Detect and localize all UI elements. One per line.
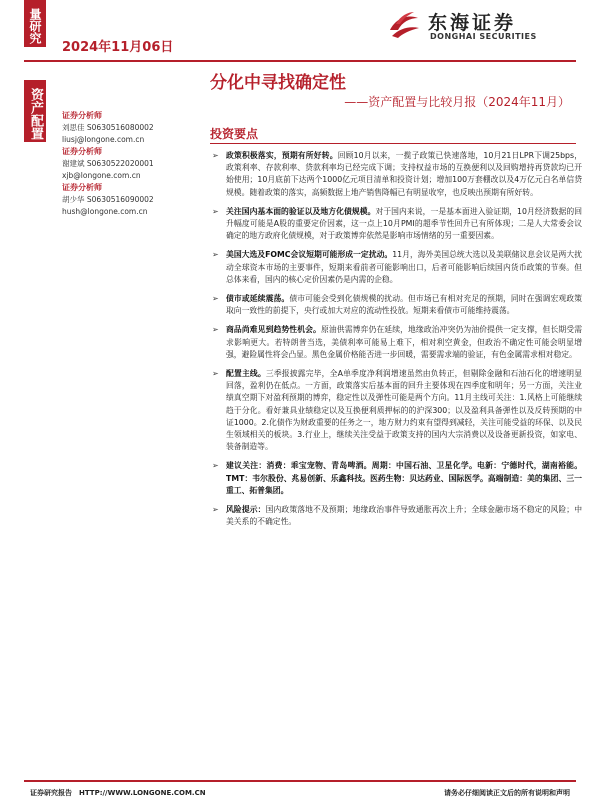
arrow-bullet-icon: ➢ [212, 369, 219, 379]
key-point-item [210, 324, 582, 361]
analyst-email[interactable]: liusj@longone.com.cn [62, 135, 145, 144]
key-point-item [210, 504, 582, 528]
key-point-item [210, 249, 582, 286]
analyst-entry [62, 146, 202, 182]
key-point-item [210, 368, 582, 453]
key-point-text: 国内政策落地不及预期；地缘政治事件导致通胀再次上升；全球金融市场不稳定的风险；中美关系的不确定性。 [226, 505, 583, 527]
report-subtitle: ——资产配置与比较月报（2024年11月） [344, 95, 570, 109]
report-date: 2024年11月06日 [62, 40, 174, 55]
key-point-lead: 商品尚难见到趋势性机会。 [226, 325, 321, 335]
key-point-lead: 关注国内基本面的验证以及地方化债规模。 [226, 206, 376, 216]
key-point-text: 原油供需博弈仍在延续，地缘政治冲突仍为油价提供一定支撑，但长期受需求影响更大。若特朗普当选，美债利率可能易上难下，相对利空黄金，但政治不确定性可能会明显增强，避险属性将会凸显。黑色金属价格能否进一步回暖，需要需求端的验证，有色金属需求相对稳定。 [226, 325, 583, 359]
arrow-bullet-icon: ➢ [212, 505, 219, 515]
analyst-role: 证券分析师 [62, 183, 102, 192]
analyst-email[interactable]: xjb@longone.com.cn [62, 171, 141, 180]
donghai-logo-icon [386, 8, 422, 44]
key-point-text: 对于国内来说，一是基本面进入验证期，10月经济数据的回升幅度可能是A股的重要定价因素，这一点上10月PMI的超季节性回升已有所体现；二是人大常委会议确定的地方政府化债规模，对于政策博弈依然是影响市场情绪的另一重要因素。 [226, 206, 583, 241]
report-title: 分化中寻找确定性 [210, 73, 346, 93]
analyst-email[interactable]: hush@longone.com.cn [62, 207, 148, 216]
analyst-role: 证券分析师 [62, 147, 102, 156]
footer-disclaimer: 请务必仔细阅读正文后的所有说明和声明 [444, 789, 570, 797]
arrow-bullet-icon: ➢ [212, 325, 219, 335]
key-point-item [210, 206, 582, 243]
key-point-lead: 政策积极落实，预期有所好转。 [226, 151, 338, 160]
arrow-bullet-icon: ➢ [212, 206, 219, 216]
logo-chinese-name: 东海证券 [428, 12, 517, 34]
analyst-role: 证券分析师 [62, 111, 102, 120]
key-points-list [210, 150, 582, 535]
key-point-text: 三季报披露完毕，全A单季度净利润增速虽然由负转正，但剔除金融和石油石化的增速明显回落，盈利仍在低点。一方面，政策落实后基本面的回升主要体现在四季度和明年；另一方面，关注业绩真空期下对盈利预期的博弈，稳定性以及弹性可能是两个方向。11月主线可关注：1.风格上可能继续趋于分化。看好兼具业绩稳定以及互换便利质押标的的沪深300；以及盈利具备弹性以及反转预期的中证1000。2.化债作为财政重要的任务之一，地方财力约束有望得到减轻，关注可能受益的环保、以及民生领域相关的板块。3.行业上，继续关注受益于政策支持的国内大宗消费以及设备更新投资，如家电、装备制造等。 [226, 369, 582, 452]
key-point-item [210, 460, 582, 497]
key-point-text: 债市可能会受到化债规模的扰动。但市场已有相对充足的预期，同时在强调宏观政策取向一致性的前提下，央行或加大对应的流动性投放。短期来看债市可能维持震荡。 [226, 294, 582, 316]
arrow-bullet-icon: ➢ [212, 461, 219, 471]
company-logo [386, 8, 576, 44]
key-point-lead: 建议关注： [226, 461, 267, 471]
analyst-entry [62, 182, 202, 218]
side-tab-asset-allocation: 资产配置 [24, 80, 46, 142]
analyst-name-id: 谢建斌 S0630522020001 [62, 159, 154, 168]
section-divider [210, 143, 576, 144]
logo-english-name: DONGHAI SECURITIES [430, 32, 537, 41]
key-point-item [210, 293, 582, 317]
footer-divider [24, 780, 576, 782]
key-point-lead: 配置主线。 [226, 369, 266, 379]
side-tab-research: 量研究 [24, 0, 46, 47]
key-point-lead: 债市或延续震荡。 [226, 294, 290, 304]
analyst-entry [62, 110, 202, 146]
key-point-text: 回顾10月以来，一揽子政策已快速落地，10月21日LPR下调25bps，政策利率、存款利率、贷款利率均已经完成下调；支持权益市场的互换便利以及回购增持再贷款均已开始使用；10月底前下达两个1000亿元项目清单和投资计划；增加100万套棚改以及4万亿元白名单信贷规模。随着政策的落实，高频数据上地产销售降幅已有明显收窄，也反映出预期有所好转。 [226, 151, 583, 197]
key-point-text: 消费：乖宝宠物、青岛啤酒。周期：中国石油、卫星化学。电新：宁德时代，湖南裕能。TMT：韦尔股份、兆易创新、乐鑫科技。医药生物：贝达药业、国际医学。高端制造：美的集团、三一重工、拓普集团。 [226, 461, 583, 495]
key-point-text: 11月，海外美国总统大选以及美联储议息会议是两大扰动全球资本市场的主要事件，短期来看前者可能影响出口，后者可能影响后续国内货币政策的节奏。但总体来看，国内的核心定价因素仍是内需的企稳。 [226, 250, 582, 284]
footer-website[interactable]: 证券研究报告 HTTP://WWW.LONGONE.COM.CN [30, 789, 206, 797]
key-point-item [210, 150, 582, 199]
analyst-name-id: 刘思佳 S0630516080002 [62, 123, 154, 132]
analyst-list [62, 110, 202, 218]
analyst-name-id: 胡少华 S0630516090002 [62, 195, 154, 204]
key-point-lead: 风险提示： [226, 505, 266, 515]
key-point-lead: 美国大选及FOMC会议短期可能形成一定扰动。 [226, 250, 393, 260]
arrow-bullet-icon: ➢ [212, 250, 219, 260]
header-divider [24, 60, 576, 62]
arrow-bullet-icon: ➢ [212, 151, 219, 160]
section-title-key-points: 投资要点 [210, 127, 259, 141]
arrow-bullet-icon: ➢ [212, 294, 219, 304]
